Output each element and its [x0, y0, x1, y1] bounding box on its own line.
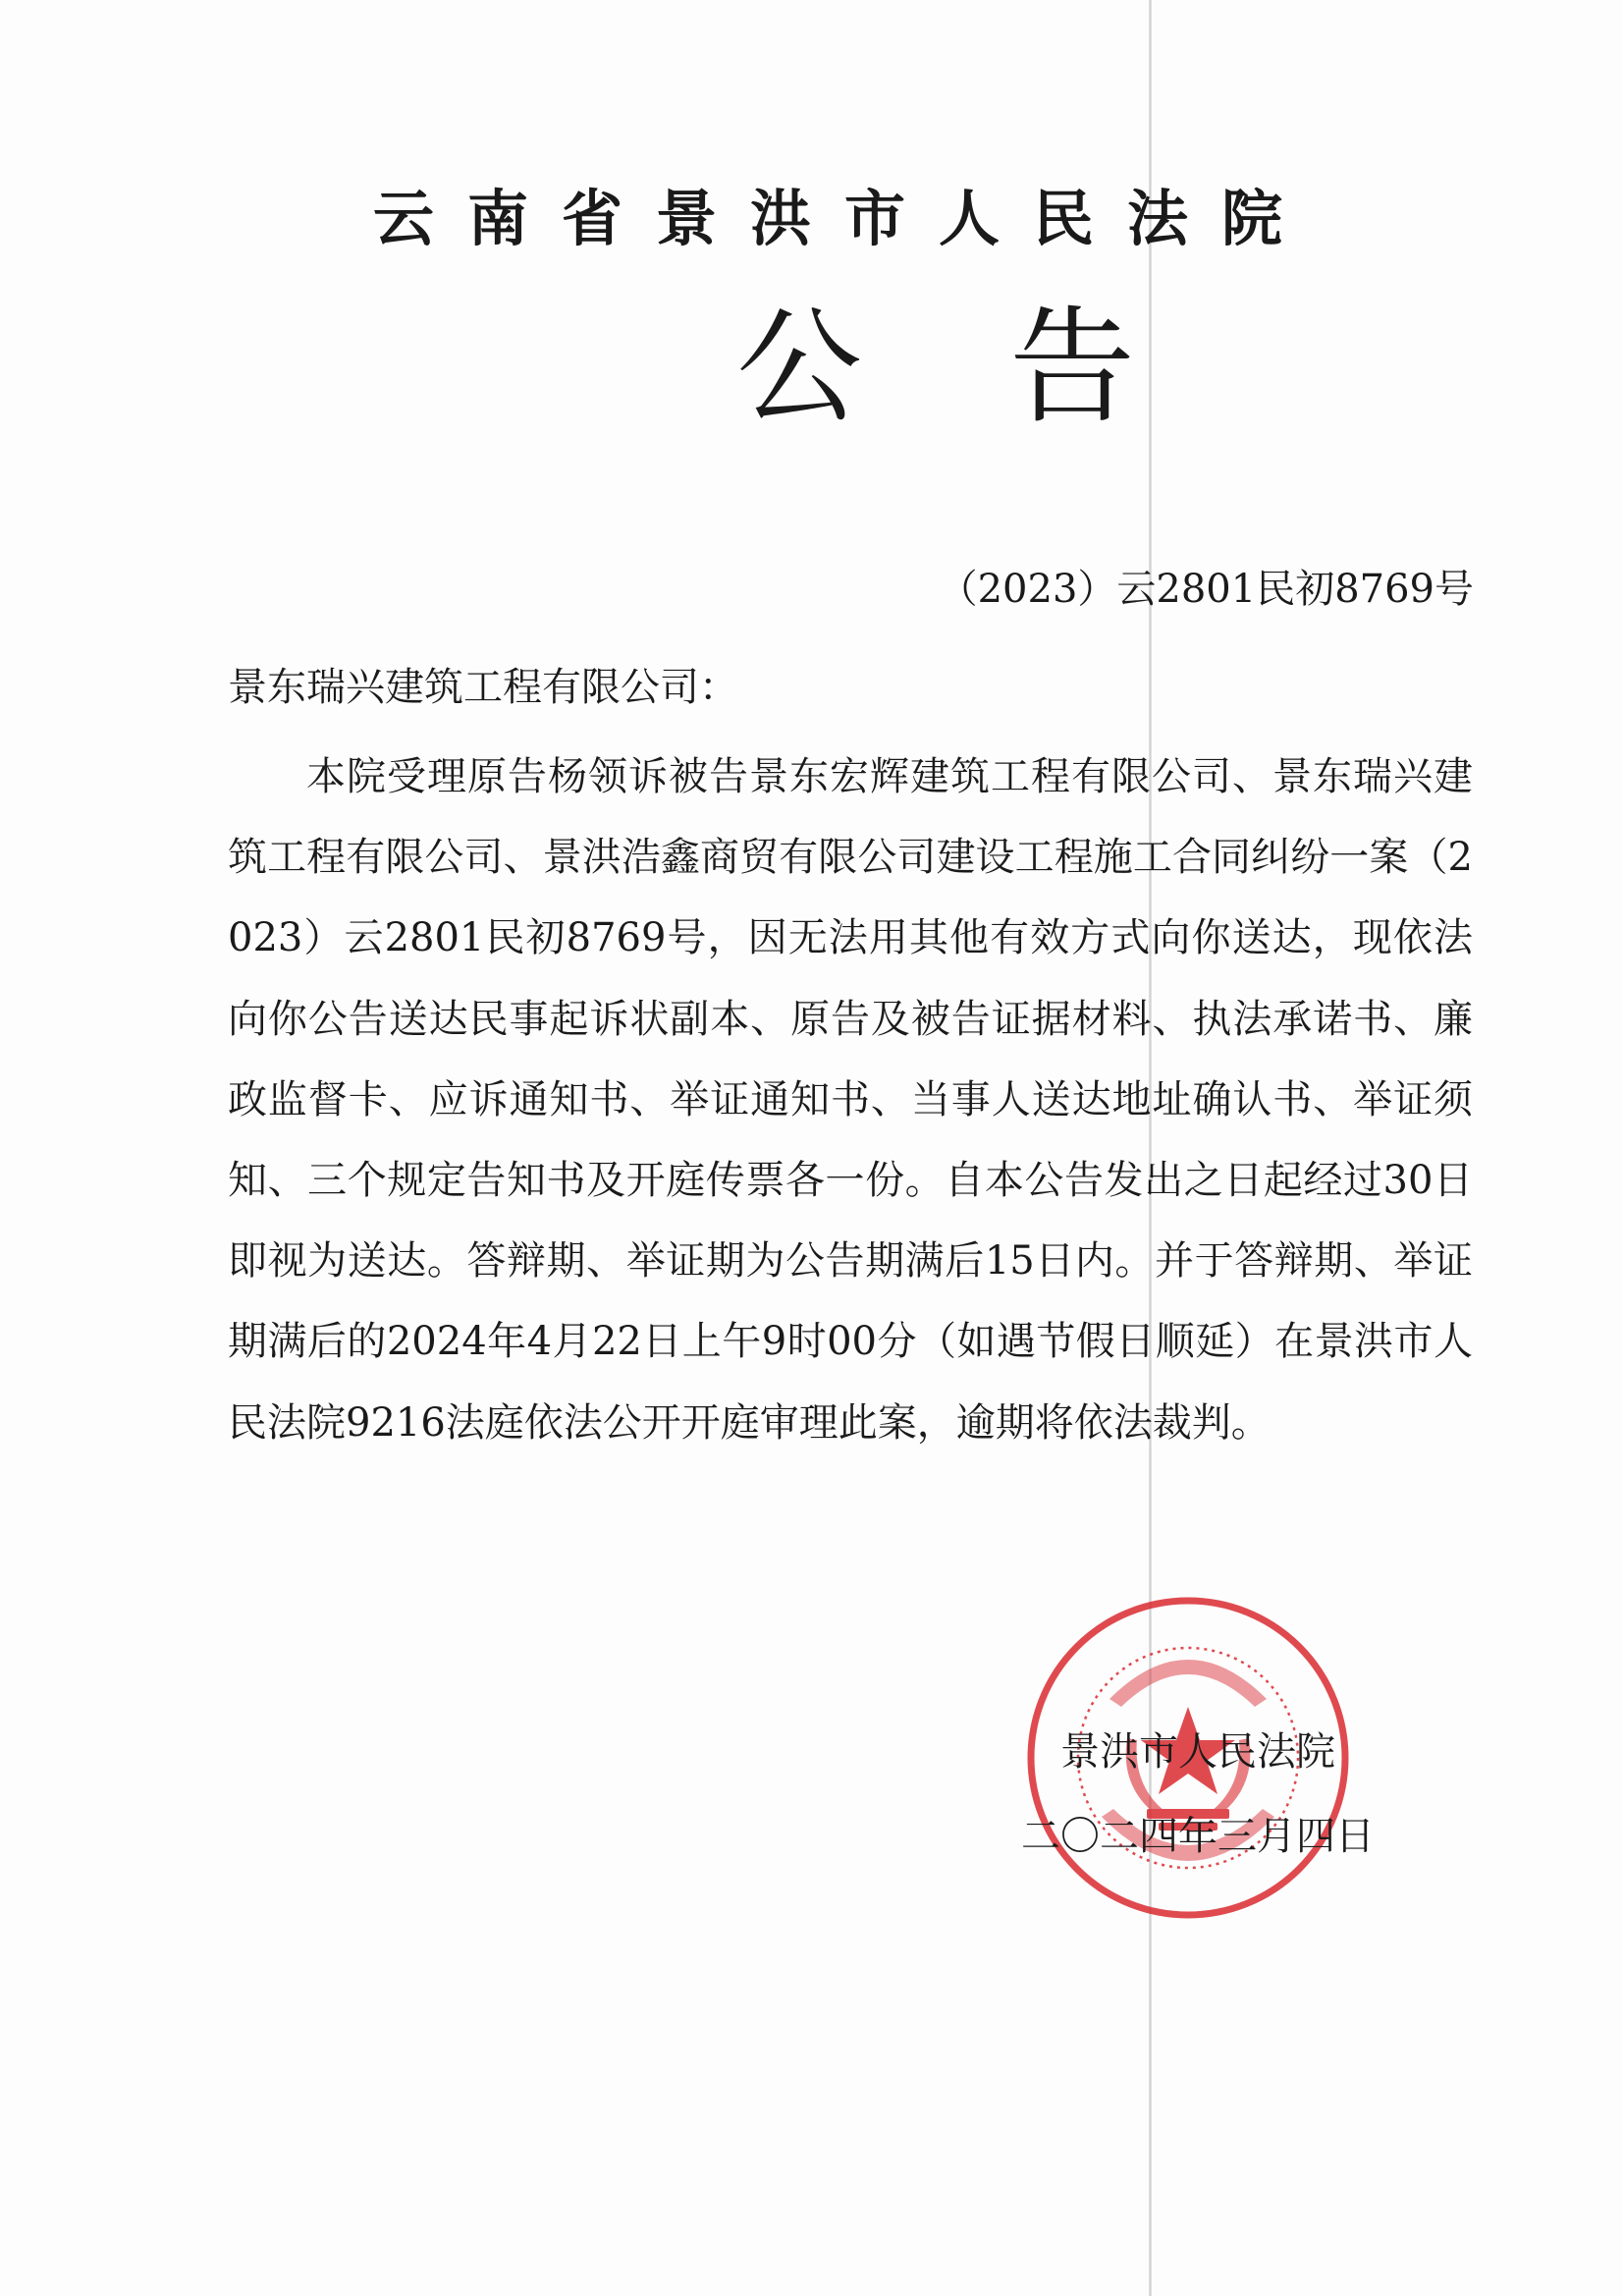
- addressee: 景东瑞兴建筑工程有限公司：: [228, 665, 738, 710]
- signature-date: 二〇二四年三月四日: [1021, 1814, 1375, 1859]
- case-number: （2023）云2801民初8769号: [938, 567, 1474, 612]
- announcement-body: 本院受理原告杨领诉被告景东宏辉建筑工程有限公司、景东瑞兴建筑工程有限公司、景洪浩鑫商贸有限公司建设工程施工合同纠纷一案（2023）云2801民初8769号，因无法用其他有效方式向你送达，现依法向你公告送达民事起诉状副本、原告及被告证据材料、执法承诺书、廉政监督卡、应诉通知书、举证通知书、当事人送达地址确认书、举证须知、三个规定告知书及开庭传票各一份。自本公告发出之日起经过30日即视为送达。答辩期、举证期为公告期满后15日内。并于答辩期、举证期满后的2024年4月22日上午9时00分（如遇节假日顺延）在景洪市人民法院9216法庭依法公开开庭审理此案，逾期将依法裁判。: [228, 754, 1473, 1446]
- document-title: 公告: [736, 295, 1282, 441]
- signature-court-name: 景洪市人民法院: [1060, 1729, 1335, 1775]
- court-title: 云南省景洪市人民法院: [372, 183, 1316, 254]
